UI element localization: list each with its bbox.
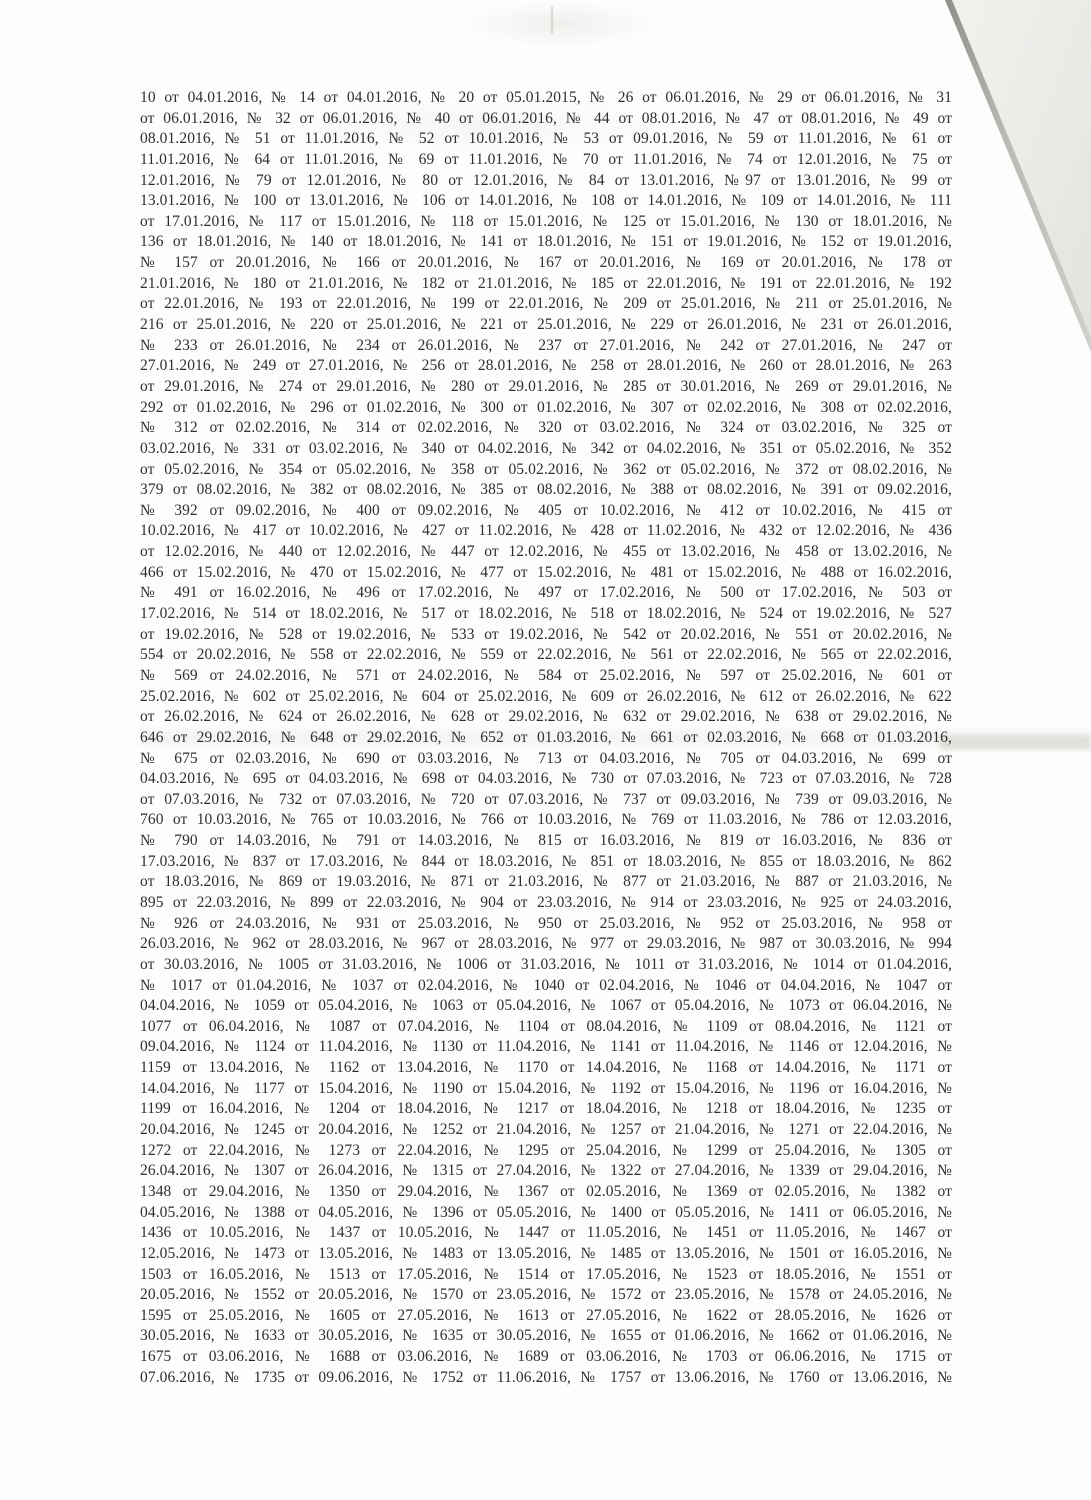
text-line: 1077 от 06.04.2016, № 1087 от 07.04.2016, № 1104 от 08.04.2016, № 1109 от 08.04.2016, № 1121 от — [140, 1017, 952, 1035]
text-line: 09.04.2016, № 1124 от 11.04.2016, № 1130 от 11.04.2016, № 1141 от 11.04.2016, № 1146 от 12.04.2016, № — [140, 1038, 952, 1056]
text-line: № 392 от 09.02.2016, № 400 от 09.02.2016, № 405 от 10.02.2016, № 412 от 10.02.2016, № 415 от — [140, 501, 952, 519]
text-line: от 30.03.2016, № 1005 от 31.03.2016, № 1006 от 31.03.2016, № 1011 от 31.03.2016, № 1014 от 01.04.2016, — [140, 955, 952, 973]
text-line: 11.01.2016, № 64 от 11.01.2016, № 69 от 11.01.2016, № 70 от 11.01.2016, № 74 от 12.01.2016, № 75 от — [140, 150, 952, 168]
text-line: № 491 от 16.02.2016, № 496 от 17.02.2016, № 497 от 17.02.2016, № 500 от 17.02.2016, № 503 от — [140, 584, 952, 602]
scan-tick-mark — [551, 6, 553, 34]
text-line: 1159 от 13.04.2016, № 1162 от 13.04.2016, № 1170 от 14.04.2016, № 1168 от 14.04.2016, № 1171 от — [140, 1059, 952, 1077]
text-line: 646 от 29.02.2016, № 648 от 29.02.2016, № 652 от 01.03.2016, № 661 от 02.03.2016, № 668 от 01.03.2016, — [140, 728, 952, 746]
text-line: 554 от 20.02.2016, № 558 от 22.02.2016, № 559 от 22.02.2016, № 561 от 22.02.2016, № 565 от 22.02.2016, — [140, 646, 952, 664]
text-line: 20.05.2016, № 1552 от 20.05.2016, № 1570 от 23.05.2016, № 1572 от 23.05.2016, № 1578 от 24.05.2016, № — [140, 1286, 952, 1304]
text-line: № 157 от 20.01.2016, № 166 от 20.01.2016, № 167 от 20.01.2016, № 169 от 20.01.2016, № 178 от — [140, 254, 952, 272]
text-line: от 12.02.2016, № 440 от 12.02.2016, № 447 от 12.02.2016, № 455 от 13.02.2016, № 458 от 13.02.2016, № — [140, 543, 952, 561]
text-line: 17.03.2016, № 837 от 17.03.2016, № 844 от 18.03.2016, № 851 от 18.03.2016, № 855 от 18.03.2016, № 862 — [140, 852, 952, 870]
text-line: № 926 от 24.03.2016, № 931 от 25.03.2016, № 950 от 25.03.2016, № 952 от 25.03.2016, № 958 от — [140, 914, 952, 932]
text-line: № 233 от 26.01.2016, № 234 от 26.01.2016, № 237 от 27.01.2016, № 242 от 27.01.2016, № 247 от — [140, 336, 952, 354]
text-line: 26.03.2016, № 962 от 28.03.2016, № 967 от 28.03.2016, № 977 от 29.03.2016, № 987 от 30.03.2016, № 994 — [140, 935, 952, 953]
text-line: от 07.03.2016, № 732 от 07.03.2016, № 720 от 07.03.2016, № 737 от 09.03.2016, № 739 от 09.03.2016, № — [140, 790, 952, 808]
text-line: от 05.02.2016, № 354 от 05.02.2016, № 358 от 05.02.2016, № 362 от 05.02.2016, № 372 от 08.02.2016, № — [140, 460, 952, 478]
text-line: 1199 от 16.04.2016, № 1204 от 18.04.2016, № 1217 от 18.04.2016, № 1218 от 18.04.2016, № 1235 от — [140, 1100, 952, 1118]
text-line: от 22.01.2016, № 193 от 22.01.2016, № 199 от 22.01.2016, № 209 от 25.01.2016, № 211 от 25.01.2016, № — [140, 295, 952, 313]
text-line: 04.05.2016, № 1388 от 04.05.2016, № 1396 от 05.05.2016, № 1400 от 05.05.2016, № 1411 от 06.05.2016, № — [140, 1203, 952, 1221]
text-line: от 26.02.2016, № 624 от 26.02.2016, № 628 от 29.02.2016, № 632 от 29.02.2016, № 638 от 29.02.2016, № — [140, 708, 952, 726]
text-line: 26.04.2016, № 1307 от 26.04.2016, № 1315 от 27.04.2016, № 1322 от 27.04.2016, № 1339 от 29.04.2016, № — [140, 1162, 952, 1180]
text-line: 27.01.2016, № 249 от 27.01.2016, № 256 от 28.01.2016, № 258 от 28.01.2016, № 260 от 28.01.2016, № 263 — [140, 357, 952, 375]
scan-streak-right — [938, 735, 1091, 750]
text-line: 04.03.2016, № 695 от 04.03.2016, № 698 от 04.03.2016, № 730 от 07.03.2016, № 723 от 07.03.2016, № 728 — [140, 770, 952, 788]
text-line: от 06.01.2016, № 32 от 06.01.2016, № 40 от 06.01.2016, № 44 от 08.01.2016, № 47 от 08.01.2016, № 49 от — [140, 109, 952, 127]
text-line: 04.04.2016, № 1059 от 05.04.2016, № 1063 от 05.04.2016, № 1067 от 05.04.2016, № 1073 от 06.04.2016, № — [140, 997, 952, 1015]
document-text — [140, 88, 952, 1388]
text-line: 216 от 25.01.2016, № 220 от 25.01.2016, № 221 от 25.01.2016, № 229 от 26.01.2016, № 231 от 26.01.2016, — [140, 316, 952, 334]
text-line: № 1017 от 01.04.2016, № 1037 от 02.04.2016, № 1040 от 02.04.2016, № 1046 от 04.04.2016, № 1047 от — [140, 976, 952, 994]
text-line: 1675 от 03.06.2016, № 1688 от 03.06.2016, № 1689 от 03.06.2016, № 1703 от 06.06.2016, № 1715 от — [140, 1348, 952, 1366]
text-line: 12.05.2016, № 1473 от 13.05.2016, № 1483 от 13.05.2016, № 1485 от 13.05.2016, № 1501 от 16.05.2016, № — [140, 1244, 952, 1262]
text-line: 1595 от 25.05.2016, № 1605 от 27.05.2016, № 1613 от 27.05.2016, № 1622 от 28.05.2016, № 1626 от — [140, 1306, 952, 1324]
text-line: от 29.01.2016, № 274 от 29.01.2016, № 280 от 29.01.2016, № 285 от 30.01.2016, № 269 от 29.01.2016, № — [140, 377, 952, 395]
scan-smudge-top — [460, 0, 660, 48]
text-line: 08.01.2016, № 51 от 11.01.2016, № 52 от 10.01.2016, № 53 от 09.01.2016, № 59 от 11.01.2016, № 61 от — [140, 130, 952, 148]
text-line: 1348 от 29.04.2016, № 1350 от 29.04.2016, № 1367 от 02.05.2016, № 1369 от 02.05.2016, № 1382 от — [140, 1182, 952, 1200]
text-line: 10 от 04.01.2016, № 14 от 04.01.2016, № 20 от 05.01.2015, № 26 от 06.01.2016, № 29 от 06.01.2016, № 31 — [140, 89, 952, 106]
text-line: от 17.01.2016, № 117 от 15.01.2016, № 118 от 15.01.2016, № 125 от 15.01.2016, № 130 от 18.01.2016, № — [140, 212, 952, 230]
text-line: 25.02.2016, № 602 от 25.02.2016, № 604 от 25.02.2016, № 609 от 26.02.2016, № 612 от 26.02.2016, № 622 — [140, 687, 952, 705]
text-line: от 18.03.2016, № 869 от 19.03.2016, № 871 от 21.03.2016, № 877 от 21.03.2016, № 887 от 21.03.2016, № — [140, 873, 952, 891]
text-line: 17.02.2016, № 514 от 18.02.2016, № 517 от 18.02.2016, № 518 от 18.02.2016, № 524 от 19.02.2016, № 527 — [140, 605, 952, 623]
text-line: 895 от 22.03.2016, № 899 от 22.03.2016, № 904 от 23.03.2016, № 914 от 23.03.2016, № 925 от 24.03.2016, — [140, 893, 952, 911]
text-line: 10.02.2016, № 417 от 10.02.2016, № 427 от 11.02.2016, № 428 от 11.02.2016, № 432 от 12.02.2016, № 436 — [140, 522, 952, 540]
text-line: от 19.02.2016, № 528 от 19.02.2016, № 533 от 19.02.2016, № 542 от 20.02.2016, № 551 от 20.02.2016, № — [140, 625, 952, 643]
text-line: 292 от 01.02.2016, № 296 от 01.02.2016, № 300 от 01.02.2016, № 307 от 02.02.2016, № 308 от 02.02.2016, — [140, 398, 952, 416]
text-line: 1436 от 10.05.2016, № 1437 от 10.05.2016, № 1447 от 11.05.2016, № 1451 от 11.05.2016, № 1467 от — [140, 1224, 952, 1242]
text-line: 136 от 18.01.2016, № 140 от 18.01.2016, № 141 от 18.01.2016, № 151 от 19.01.2016, № 152 от 19.01.2016, — [140, 233, 952, 251]
text-line: № 675 от 02.03.2016, № 690 от 03.03.2016, № 713 от 04.03.2016, № 705 от 04.03.2016, № 699 от — [140, 749, 952, 767]
text-line: 03.02.2016, № 331 от 03.02.2016, № 340 от 04.02.2016, № 342 от 04.02.2016, № 351 от 05.02.2016, № 352 — [140, 439, 952, 457]
text-line: 760 от 10.03.2016, № 765 от 10.03.2016, № 766 от 10.03.2016, № 769 от 11.03.2016, № 786 от 12.03.2016, — [140, 811, 952, 829]
text-line: 379 от 08.02.2016, № 382 от 08.02.2016, № 385 от 08.02.2016, № 388 от 08.02.2016, № 391 от 09.02.2016, — [140, 481, 952, 499]
text-line: 13.01.2016, № 100 от 13.01.2016, № 106 от 14.01.2016, № 108 от 14.01.2016, № 109 от 14.01.2016, № 111 — [140, 192, 952, 210]
text-line: 14.04.2016, № 1177 от 15.04.2016, № 1190 от 15.04.2016, № 1192 от 15.04.2016, № 1196 от 16.04.2016, № — [140, 1079, 952, 1097]
text-line: № 569 от 24.02.2016, № 571 от 24.02.2016, № 584 от 25.02.2016, № 597 от 25.02.2016, № 601 от — [140, 666, 952, 684]
text-line: № 312 от 02.02.2016, № 314 от 02.02.2016, № 320 от 03.02.2016, № 324 от 03.02.2016, № 325 от — [140, 419, 952, 437]
text-line: 20.04.2016, № 1245 от 20.04.2016, № 1252 от 21.04.2016, № 1257 от 21.04.2016, № 1271 от 22.04.2016, № — [140, 1121, 952, 1139]
text-line: № 790 от 14.03.2016, № 791 от 14.03.2016, № 815 от 16.03.2016, № 819 от 16.03.2016, № 836 от — [140, 832, 952, 850]
text-line: 12.01.2016, № 79 от 12.01.2016, № 80 от 12.01.2016, № 84 от 13.01.2016, №97 от 13.01.2016, № 99 от — [140, 171, 952, 189]
text-line: 1503 от 16.05.2016, № 1513 от 17.05.2016, № 1514 от 17.05.2016, № 1523 от 18.05.2016, № 1551 от — [140, 1265, 952, 1283]
text-line: 07.06.2016, № 1735 от 09.06.2016, № 1752 от 11.06.2016, № 1757 от 13.06.2016, № 1760 от 13.06.2016, № — [140, 1368, 952, 1386]
text-line: 21.01.2016, № 180 от 21.01.2016, № 182 от 21.01.2016, № 185 от 22.01.2016, № 191 от 22.01.2016, № 192 — [140, 274, 952, 292]
text-line: 466 от 15.02.2016, № 470 от 15.02.2016, № 477 от 15.02.2016, № 481 от 15.02.2016, № 488 от 16.02.2016, — [140, 563, 952, 581]
text-line: 30.05.2016, № 1633 от 30.05.2016, № 1635 от 30.05.2016, № 1655 от 01.06.2016, № 1662 от 01.06.2016, № — [140, 1327, 952, 1345]
text-line: 1272 от 22.04.2016, № 1273 от 22.04.2016, № 1295 от 25.04.2016, № 1299 от 25.04.2016, № 1305 от — [140, 1141, 952, 1159]
